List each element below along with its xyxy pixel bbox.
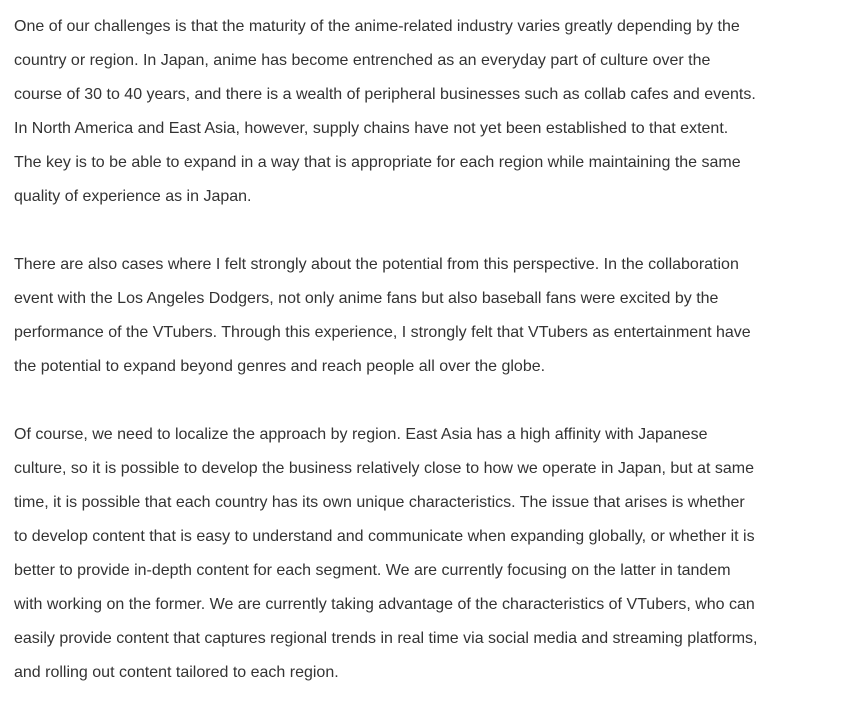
paragraph-3 <box>14 418 837 690</box>
text-line: time, it is possible that each country has its own unique characteristics. The issue that arises is whether <box>14 494 745 511</box>
text-line: culture, so it is possible to develop the business relatively close to how we operate in Japan, but at same <box>14 460 754 477</box>
text-line: course of 30 to 40 years, and there is a wealth of peripheral businesses such as collab cafes and events. <box>14 86 756 103</box>
text-line: with working on the former. We are currently taking advantage of the characteristics of VTubers, who can <box>14 596 755 613</box>
paragraph-2 <box>14 248 837 384</box>
paragraph-1 <box>14 10 837 214</box>
text-line: Of course, we need to localize the approach by region. East Asia has a high affinity with Japanese <box>14 426 708 443</box>
text-line: better to provide in-depth content for each segment. We are currently focusing on the latter in tandem <box>14 562 731 579</box>
text-line: country or region. In Japan, anime has become entrenched as an everyday part of culture over the <box>14 52 711 69</box>
text-line: the potential to expand beyond genres and reach people all over the globe. <box>14 358 546 375</box>
text-line: performance of the VTubers. Through this experience, I strongly felt that VTubers as entertainment have <box>14 324 751 341</box>
text-line: event with the Los Angeles Dodgers, not only anime fans but also baseball fans were excited by the <box>14 290 719 307</box>
text-line: In North America and East Asia, however, supply chains have not yet been established to that extent. <box>14 120 729 137</box>
text-line: and rolling out content tailored to each region. <box>14 664 339 681</box>
text-line: to develop content that is easy to understand and communicate when expanding globally, or whether it is <box>14 528 755 545</box>
text-line: One of our challenges is that the maturity of the anime-related industry varies greatly depending by the <box>14 18 740 35</box>
text-line: The key is to be able to expand in a way that is appropriate for each region while maintaining the same <box>14 154 741 171</box>
text-line: easily provide content that captures regional trends in real time via social media and streaming platforms, <box>14 630 758 647</box>
text-line: quality of experience as in Japan. <box>14 188 252 205</box>
text-line: There are also cases where I felt strongly about the potential from this perspective. In the collaboration <box>14 256 739 273</box>
